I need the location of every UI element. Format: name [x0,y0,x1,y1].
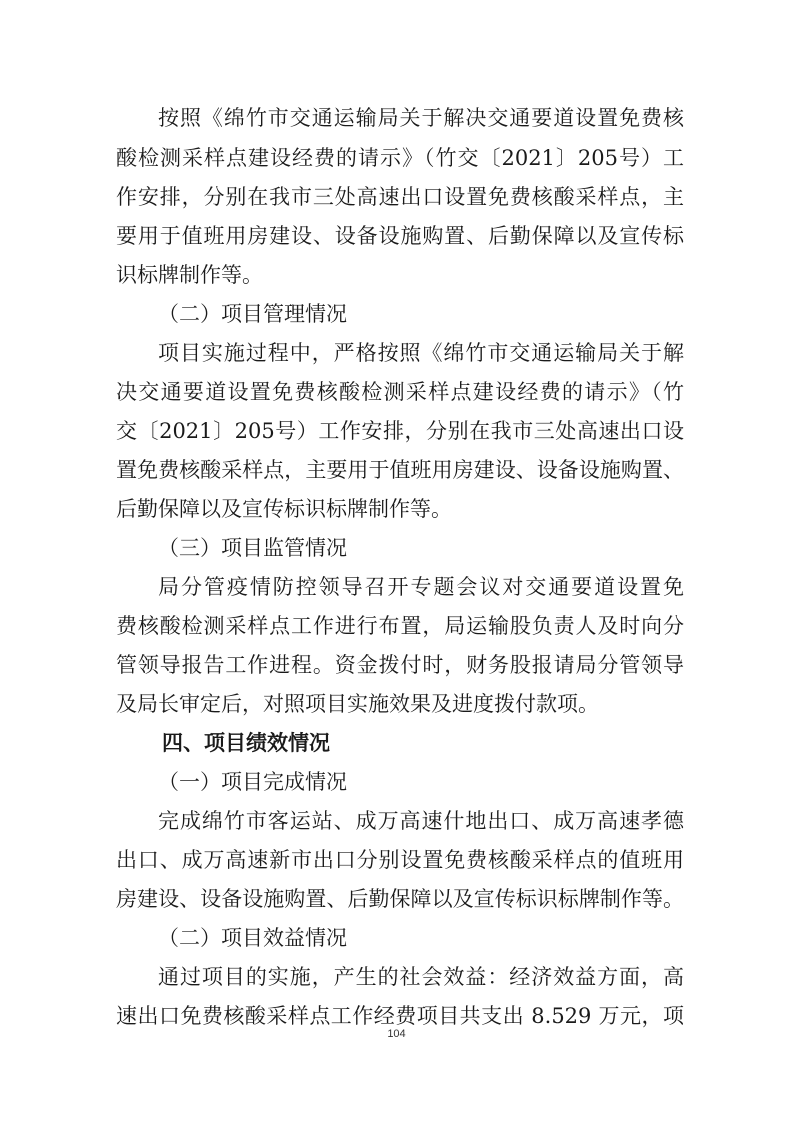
text-line: 按照《绵竹市交通运输局关于解决交通要道设置免费核 [158,106,684,130]
text-line: 速出口免费核酸采样点工作经费项目共支出 8.529 万元，项 [116,1004,684,1028]
text-line: 要用于值班用房建设、设备设施购置、后勤保障以及宣传标 [116,224,684,248]
text-line: 出口、成万高速新市出口分别设置免费核酸采样点的值班用 [116,848,684,872]
section-heading-completion: （一）项目完成情况 [158,770,347,794]
text-line: 决交通要道设置免费核酸检测采样点建设经费的请示》（竹 [116,380,684,404]
text-line: 作安排，分别在我市三处高速出口设置免费核酸采样点，主 [116,185,684,209]
text-line: 管领导报告工作进程。资金拨付时，财务股报请局分管领导 [116,653,684,677]
page-number: 104 [387,1028,406,1040]
text-line: 项目实施过程中，严格按照《绵竹市交通运输局关于解 [158,341,684,365]
text-line: 完成绵竹市客运站、成万高速什地出口、成万高速孝德 [158,809,684,833]
section-heading-benefit: （二）项目效益情况 [158,926,347,950]
text-line: 置免费核酸采样点，主要用于值班用房建设、设备设施购置、 [116,458,684,482]
text-line: 通过项目的实施，产生的社会效益：经济效益方面，高 [158,965,684,989]
text-line: 酸检测采样点建设经费的请示》（竹交〔2021〕205号）工 [116,146,684,170]
text-line: 房建设、设备设施购置、后勤保障以及宣传标识标牌制作等。 [116,887,684,911]
section-heading-management: （二）项目管理情况 [158,302,347,326]
section-heading-supervision: （三）项目监管情况 [158,536,347,560]
text-line: 局分管疫情防控领导召开专题会议对交通要道设置免 [158,575,684,599]
text-line: 费核酸检测采样点工作进行布置，局运输股负责人及时向分 [116,614,684,638]
section-heading-performance: 四、项目绩效情况 [162,731,330,755]
text-line: 后勤保障以及宣传标识标牌制作等。 [116,497,452,521]
text-line: 识标牌制作等。 [116,263,263,287]
text-line: 及局长审定后，对照项目实施效果及进度拨付款项。 [116,692,599,716]
text-line: 交〔2021〕205号）工作安排，分别在我市三处高速出口设 [116,419,684,443]
